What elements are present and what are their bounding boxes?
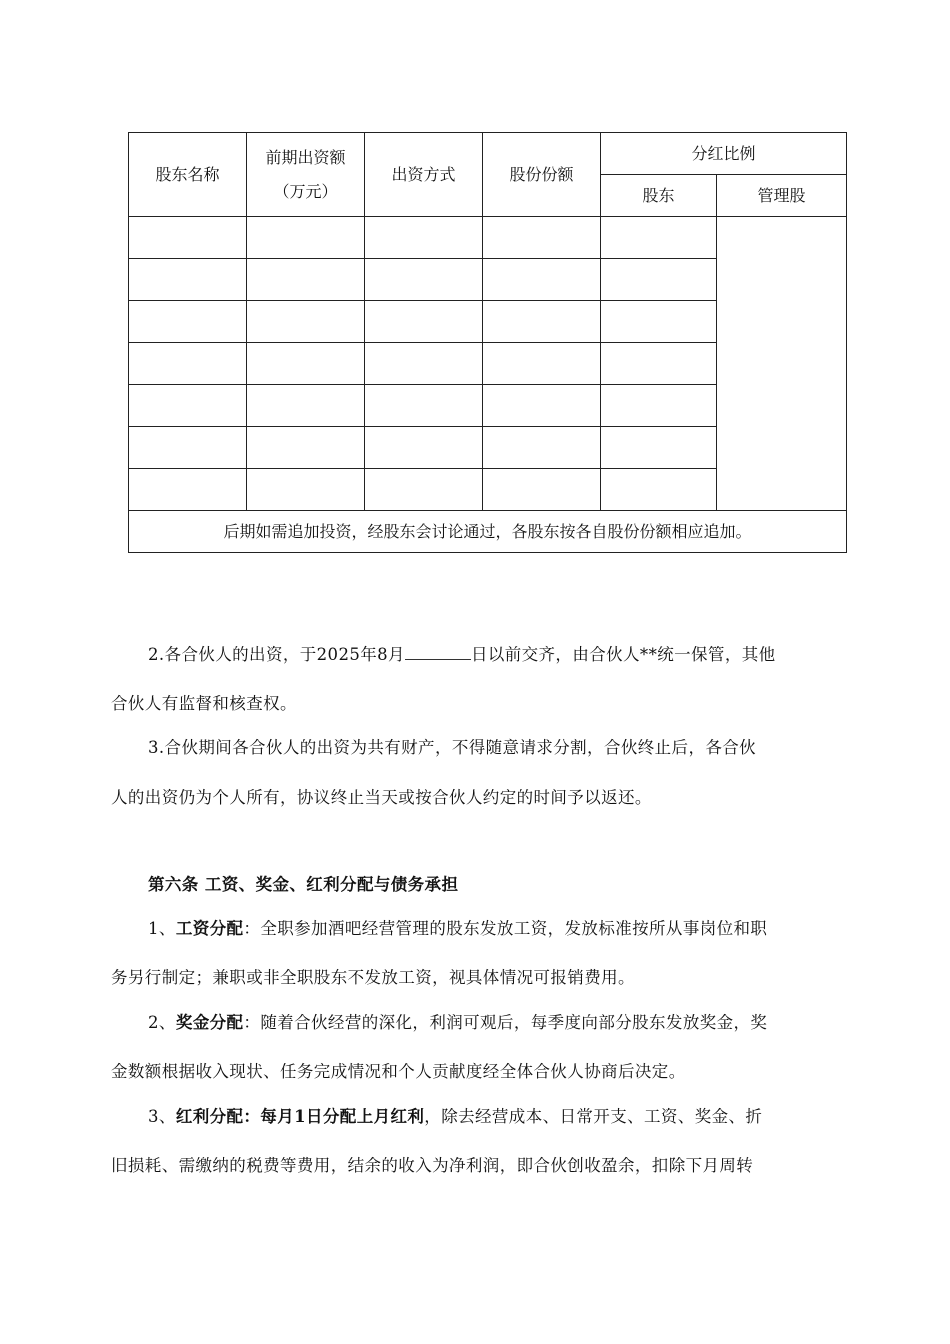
clause-2-line1 — [111, 630, 888, 680]
header-dividend-shareholder: 股东 — [601, 175, 717, 217]
bonus-label: 奖金分配 — [175, 1013, 244, 1032]
salary-line2: 务另行制定；兼职或非全职股东不发放工资，视具体情况可报销费用。 — [111, 968, 635, 987]
dividend-text-a: ，除去经营成本、日常开支、工资、奖金、折 — [424, 1107, 763, 1126]
header-initial-capital-line1: 前期出资额 — [265, 147, 346, 167]
bonus-line1 — [111, 998, 888, 1048]
table-cell — [129, 427, 247, 469]
bonus-text-a: ：随着合伙经营的深化，利润可观后，每季度向部分股东发放奖金，奖 — [243, 1013, 768, 1032]
table-cell — [483, 301, 601, 343]
table-cell — [129, 217, 247, 259]
salary-text-a: ：全职参加酒吧经营管理的股东发放工资，发放标准按所从事岗位和职 — [243, 919, 768, 938]
date-blank — [405, 645, 471, 660]
table-cell — [483, 259, 601, 301]
table-cell — [247, 343, 365, 385]
management-share-merged-cell — [717, 217, 847, 511]
table-cell — [483, 217, 601, 259]
salary-label: 工资分配 — [175, 919, 244, 938]
clause-2-text-b: 日以前交齐，由合伙人**统一保管，其他 — [470, 645, 776, 664]
dividend-label: 红利分配：每月1日分配上月红利 — [175, 1107, 425, 1126]
table-cell — [247, 385, 365, 427]
clause-2-line2: 合伙人有监督和核查权。 — [111, 694, 297, 713]
table-cell — [129, 469, 247, 511]
header-shareholder-name: 股东名称 — [129, 133, 247, 217]
salary-number: 1、 — [148, 919, 176, 938]
header-contribution-method: 出资方式 — [365, 133, 483, 217]
header-share-amount: 股份份额 — [483, 133, 601, 217]
header-initial-capital-unit: （万元） — [273, 181, 338, 201]
clause-3-line2: 人的出资仍为个人所有，协议终止当天或按合伙人约定的时间予以返还。 — [111, 788, 652, 807]
table-cell — [601, 427, 717, 469]
table-cell — [129, 259, 247, 301]
table-cell — [601, 469, 717, 511]
table-cell — [601, 385, 717, 427]
table-note: 后期如需追加投资，经股东会讨论通过，各股东按各自股份份额相应追加。 — [129, 511, 847, 553]
table-cell — [601, 343, 717, 385]
table-cell — [601, 301, 717, 343]
table-cell — [483, 385, 601, 427]
clause-2-text-a: 2.各合伙人的出资，于2025年8月 — [148, 645, 405, 664]
table-cell — [601, 217, 717, 259]
table-cell — [247, 469, 365, 511]
table-cell — [365, 385, 483, 427]
table-cell — [483, 469, 601, 511]
dividend-line2: 旧损耗、需缴纳的税费等费用，结余的收入为净利润，即合伙创收盈余，扣除下月周转 — [111, 1156, 754, 1175]
table-cell — [365, 301, 483, 343]
clause-3-line1: 3.合伙期间各合伙人的出资为共有财产，不得随意请求分割，合伙终止后，各合伙 — [148, 738, 757, 757]
table-cell — [601, 259, 717, 301]
table-cell — [483, 427, 601, 469]
bonus-line2: 金数额根据收入现状、任务完成情况和个人贡献度经全体合伙人协商后决定。 — [111, 1062, 686, 1081]
table-cell — [365, 217, 483, 259]
table-cell — [247, 259, 365, 301]
dividend-line1 — [111, 1092, 888, 1142]
dividend-number: 3、 — [148, 1107, 176, 1126]
article-6-title: 第六条 工资、奖金、红利分配与债务承担 — [148, 875, 459, 894]
table-cell — [247, 301, 365, 343]
header-dividend-management: 管理股 — [717, 175, 847, 217]
table-cell — [129, 301, 247, 343]
shareholder-table — [128, 132, 847, 553]
table-cell — [365, 259, 483, 301]
table-cell — [129, 385, 247, 427]
table-cell — [247, 217, 365, 259]
header-initial-capital — [247, 133, 365, 217]
table-cell — [365, 343, 483, 385]
table-cell — [129, 343, 247, 385]
header-dividend-ratio: 分红比例 — [601, 133, 847, 175]
table-row — [129, 217, 847, 259]
table-cell — [365, 427, 483, 469]
table-cell — [483, 343, 601, 385]
table-cell — [365, 469, 483, 511]
table-cell — [247, 427, 365, 469]
salary-line1 — [111, 904, 888, 954]
bonus-number: 2、 — [148, 1013, 176, 1032]
